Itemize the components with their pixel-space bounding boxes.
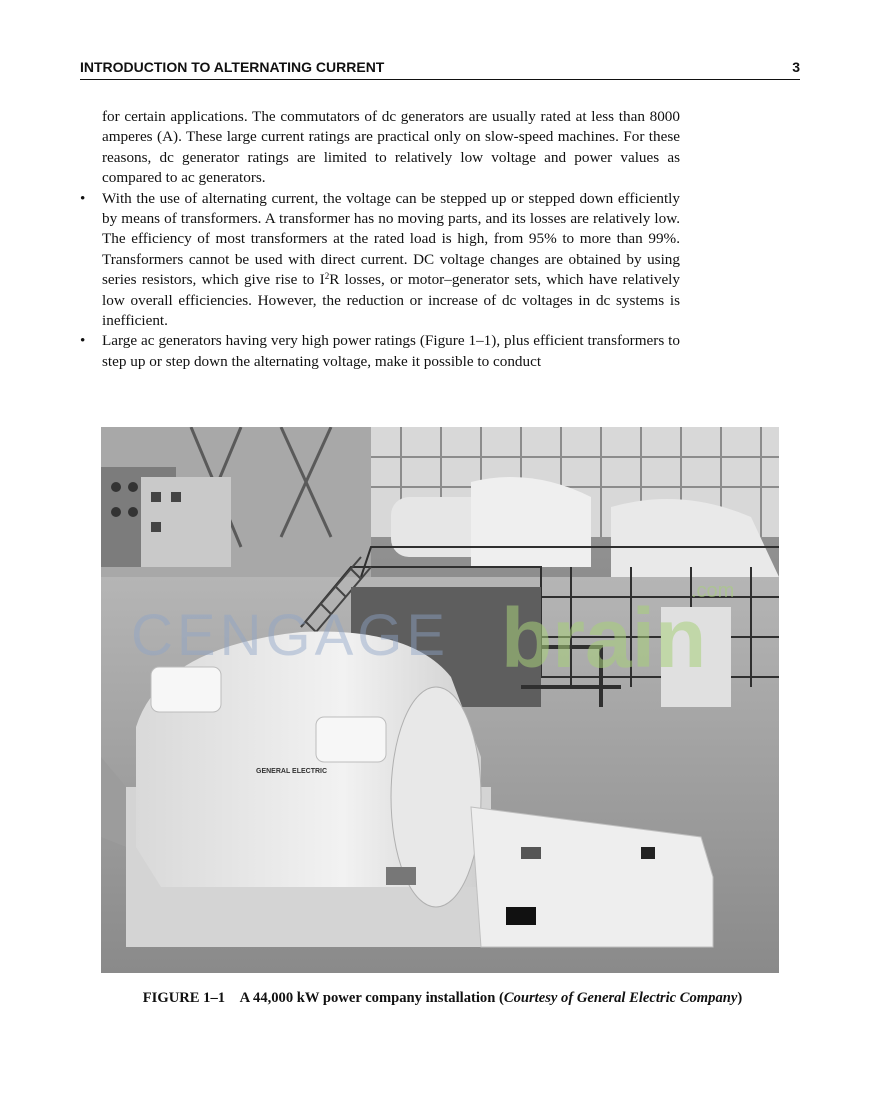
superscript-two: 2 (324, 271, 330, 282)
bullet-icon: • (80, 332, 86, 350)
caption-text: A 44,000 kW power company installation ( (239, 990, 504, 1006)
figure-label: FIGURE 1–1 (142, 990, 226, 1006)
chapter-title: INTRODUCTION TO ALTERNATING CURRENT (80, 59, 385, 75)
nameplate-label: GENERAL ELECTRIC (256, 768, 328, 775)
bullet-item-generators (80, 331, 680, 372)
running-header (80, 59, 800, 80)
watermark-cengage: CENGAGE (131, 603, 450, 668)
caption-credit: Courtesy of General Electric Company (503, 990, 738, 1006)
body-text (80, 107, 680, 372)
bullet-item-transformers (80, 189, 680, 332)
page-number: 3 (792, 59, 800, 75)
figure-caption (0, 990, 885, 1007)
watermark-brain: brain (501, 591, 707, 685)
generator-photo (101, 427, 779, 973)
bullet-text-part2: R losses, or motor–generator sets, which have relatively low overall efficiencies. However, the reduction or increase of dc voltages in dc systems is inefficient. (102, 271, 680, 330)
bullet-text: Large ac generators having very high power ratings (Figure 1–1), plus efficient transformers to step up or step down the alternating voltage, make it possible to conduct (102, 332, 680, 370)
bullet-text-part1: With the use of alternating current, the voltage can be stepped up or stepped down efficiently by means of transformers. A transformer has no moving parts, and its losses are relatively low. The efficiency of most transformers at the rated load is high, from 95% to more than 99%. Transformers cannot be used with direct current. DC voltage changes are obtained by using series resistors, which give rise to I (102, 189, 680, 289)
watermark-dotcom: .com (691, 580, 735, 602)
bullet-icon: • (80, 189, 86, 207)
intro-paragraph: for certain applications. The commutators of dc generators are usually rated at less than 8000 amperes (A). These large current ratings are practical only on slow-speed machines. For these reasons, dc generator ratings are limited to relatively low voltage and power values as compared to ac generators. (102, 108, 680, 187)
caption-close: ) (737, 990, 743, 1006)
